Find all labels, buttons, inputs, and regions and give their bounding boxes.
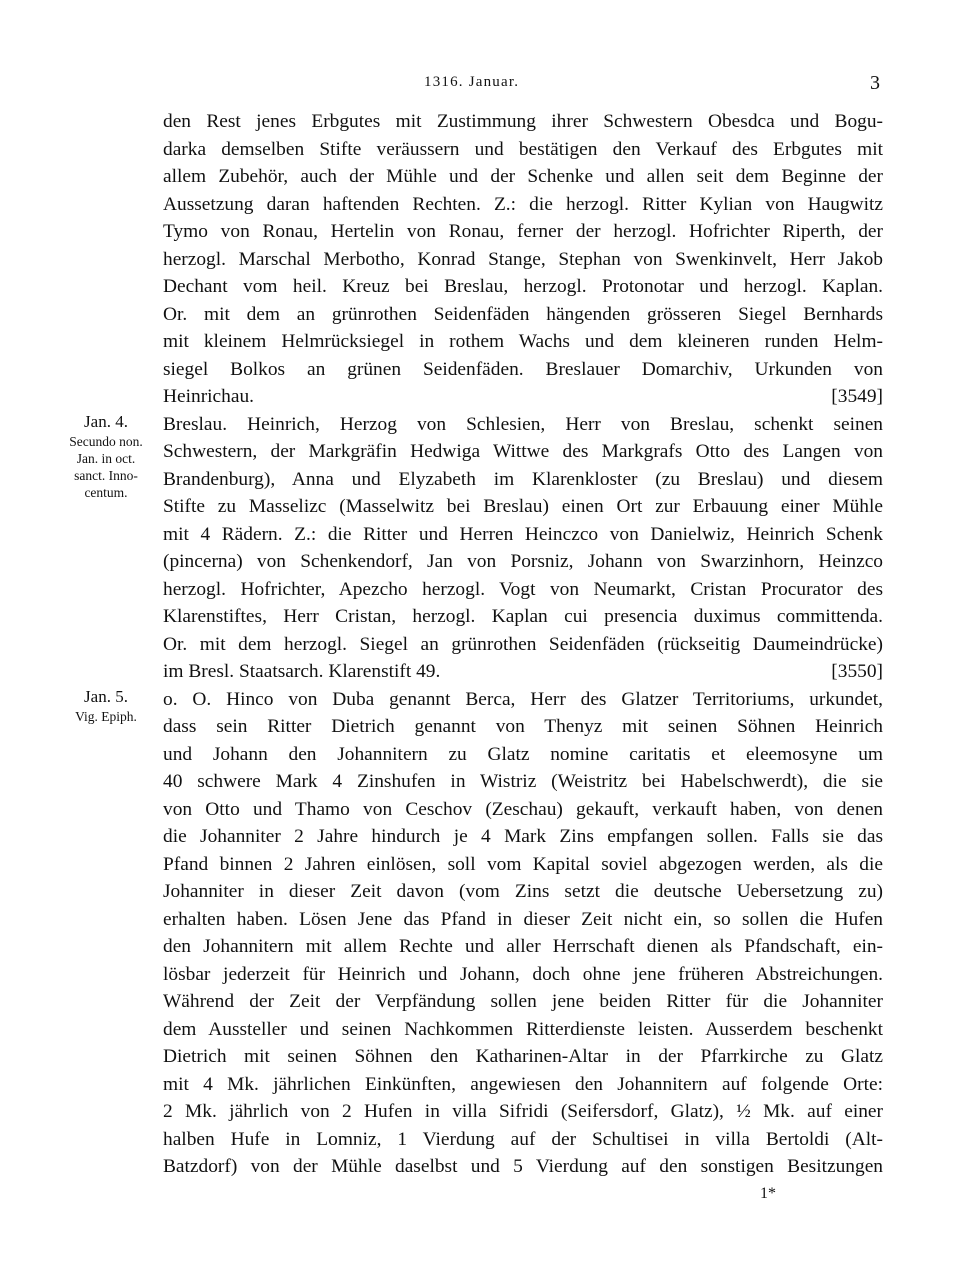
margin-note-line: centum. [84, 485, 128, 500]
text-line: dem Aussteller und seinen Nachkommen Ritterdienste leisten. Ausserdem beschenkt [163, 1018, 883, 1040]
text-line: Or. mit dem herzogl. Siegel an grünrothen Seidenfäden (rückseitig Daumeindrücke) [163, 633, 883, 655]
text-fragment: Heinrichau. [163, 386, 254, 407]
document-body [163, 108, 883, 1181]
margin-date: Jan. 4. [84, 412, 128, 431]
text-line: herzogl. Marschal Merbotho, Konrad Stange, Stephan von Swenkinvelt, Herr Jakob [163, 248, 883, 270]
text-line-with-ref [163, 658, 883, 686]
text-line: Pfand binnen 2 Jahren einlösen, soll vom Kapital soviel abgezogen werden, als die [163, 853, 883, 875]
margin-note-jan-5 [52, 686, 160, 725]
text-line: von Otto und Thamo von Ceschov (Zeschau) gekauft, verkauft haben, von denen [163, 798, 883, 820]
text-line: mit 4 Rädern. Z.: die Ritter und Herren Heinczco von Danielwiz, Heinrich Schenk [163, 523, 883, 545]
text-line: Or. mit dem an grünrothen Seidenfäden hängenden grösseren Siegel Bernhards [163, 303, 883, 325]
text-line: Aussetzung daran haftenden Rechten. Z.: die herzogl. Ritter Kylian von Haugwitz [163, 193, 883, 215]
text-fragment: im Bresl. Staatsarch. Klarenstift 49. [163, 661, 441, 682]
text-line-with-ref [163, 383, 883, 411]
text-line: Während der Zeit der Verpfändung sollen jene beiden Ritter für die Johanniter [163, 991, 883, 1012]
text-line: lösbar jederzeit für Heinrich und Johann, doch ohne jene früheren Abstreichungen. [163, 963, 883, 985]
margin-note-line: Vig. Epiph. [75, 709, 137, 724]
running-head: 1316. Januar. [424, 74, 520, 90]
text-line: Dechant vom heil. Kreuz bei Breslau, herzogl. Protonotar und herzogl. Kaplan. [163, 276, 883, 297]
margin-note-line: Jan. in oct. [76, 451, 136, 466]
text-line: allem Zubehör, auch der Mühle und der Schenke und allen seit dem Beginne der [163, 166, 883, 187]
text-line: den Johannitern mit allem Rechte und aller Herrschaft dienen als Pfandschaft, ein- [163, 936, 883, 957]
text-line: den Rest jenes Erbgutes mit Zustimmung ihrer Schwestern Obesdca und Bogu- [163, 111, 883, 132]
text-line: mit kleinem Helmrücksiegel in rothem Wachs und dem kleineren runden Helm- [163, 331, 883, 352]
page-number: 3 [870, 72, 880, 94]
text-line: Schwestern, der Markgräfin Hedwiga Wittwe des Markgrafs Otto des Langen von [163, 441, 883, 462]
text-line: 40 schwere Mark 4 Zinshufen in Wistriz (Weistritz bei Habelschwerdt), die sie [163, 771, 883, 792]
text-line: Dietrich mit seinen Söhnen den Katharinen-Altar in der Pfarrkirche zu Glatz [163, 1046, 883, 1067]
text-line: Breslau. Heinrich, Herzog von Schlesien, Herr von Breslau, schenkt seinen [163, 413, 883, 435]
text-line: Batzdorf) von der Mühle daselbst und 5 Vierdung auf den sonstigen Besitzungen [163, 1156, 883, 1177]
margin-note-jan-4 [52, 411, 160, 501]
text-line: (pincerna) von Schenkendorf, Jan von Porsniz, Johann von Swarzinhorn, Heinzco [163, 551, 883, 572]
margin-note-line: sanct. Inno- [74, 468, 138, 483]
document-ref-number: [3549] [831, 386, 883, 407]
text-line: Johanniter in dieser Zeit davon (vom Zins setzt die deutsche Uebersetzung zu) [163, 881, 883, 902]
text-line: Brandenburg), Anna und Elyzabeth im Klarenkloster (zu Breslau) und diesem [163, 468, 883, 490]
text-line: Stifte zu Masselizc (Masselwitz bei Breslau) einen Ort zur Erbauung einer Mühle [163, 496, 883, 517]
text-line: herzogl. Hofrichter, Apezcho herzogl. Vogt von Neumarkt, Cristan Procurator des [163, 578, 883, 600]
text-line: Klarenstiftes, Herr Cristan, herzogl. Kaplan cui presencia duximus committenda. [163, 606, 883, 627]
text-line: die Johanniter 2 Jahre hindurch je 4 Mark Zins empfangen sollen. Falls sie das [163, 826, 883, 847]
document-ref-number: [3550] [831, 661, 883, 682]
text-line: erhalten haben. Lösen Jene das Pfand in dieser Zeit nicht ein, so sollen die Hufen [163, 908, 883, 930]
text-line: darka demselben Stifte veräussern und bestätigen den Verkauf des Erbgutes mit [163, 138, 883, 160]
text-line: Tymo von Ronau, Hertelin von Ronau, ferner der herzogl. Hofrichter Riperth, der [163, 221, 883, 242]
margin-note-line: Secundo non. [69, 434, 143, 449]
text-line: dass sein Ritter Dietrich genannt von Thenyz mit seinen Söhnen Heinrich [163, 716, 883, 737]
signature-mark: 1* [760, 1185, 776, 1202]
margin-date: Jan. 5. [84, 687, 128, 706]
text-line: 2 Mk. jährlich von 2 Hufen in villa Sifridi (Seifersdorf, Glatz), ½ Mk. auf einer [163, 1101, 883, 1122]
text-line: siegel Bolkos an grünen Seidenfäden. Breslauer Domarchiv, Urkunden von [163, 358, 883, 380]
text-line: mit 4 Mk. jährlichen Einkünften, angewiesen den Johannitern auf folgende Orte: [163, 1073, 883, 1095]
text-line: o. O. Hinco von Duba genannt Berca, Herr des Glatzer Territoriums, urkundet, [163, 688, 883, 710]
text-line: halben Hufe in Lomniz, 1 Vierdung auf der Schultisei in villa Bertoldi (Alt- [163, 1128, 883, 1150]
text-line: und Johann den Johannitern zu Glatz nomine caritatis et eleemosyne um [163, 743, 883, 765]
page-header [0, 70, 960, 100]
